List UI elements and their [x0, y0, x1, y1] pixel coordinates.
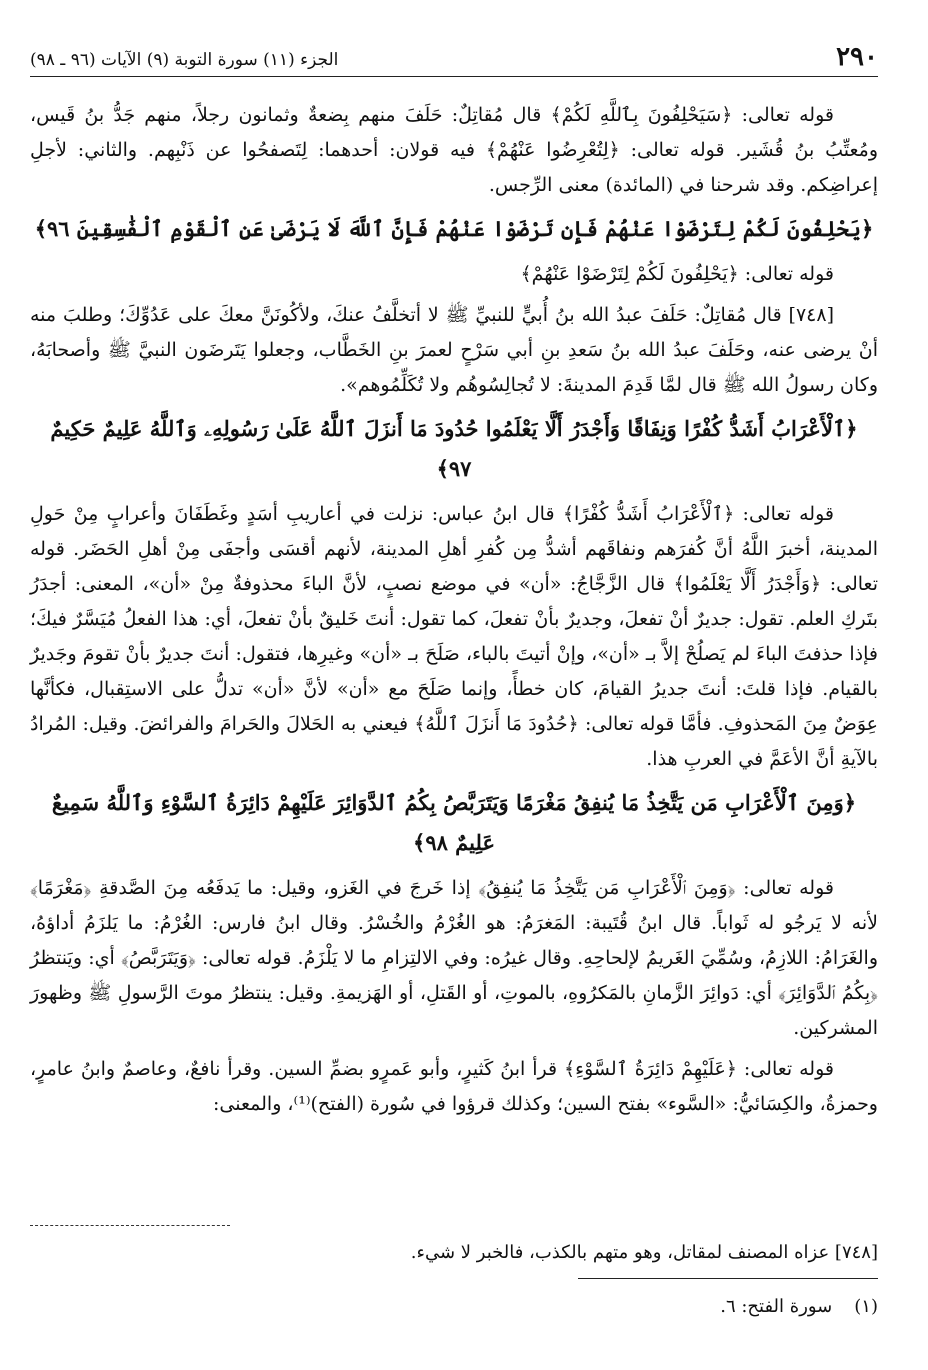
paragraph-narration-748: [٧٤٨] قال مُقاتِلٌ: حَلَفَ عبدُ الله بنُ أُبيٍّ للنبيِّ ﷺ لا أتخلَّفُ عنكَ، ولأكُونَنَّ معكَ على عَدُوِّكَ؛ وطلبَ منه أنْ يرضى عنه، وحَلَفَ عبدُ الله بنُ سَعدِ بنِ أبي سَرْحٍ لعمرَ بنِ الخَطَّاب، وجعلوا يَتَرضَون النبيَّ ﷺ وأصحابَهُ، وكان رسولُ الله ﷺ قال لمَّا قَدِمَ المدينةَ: لا تُجالِسُوهُم ولا تُكَلِّمُوهم».: [30, 304, 878, 396]
footnote: [30, 1292, 878, 1322]
running-head: الجزء (١١) سورة التوبة (٩) الآيات (٩٦ ـ ٩٨): [30, 50, 339, 70]
page-header: [30, 40, 878, 74]
paragraph-4: قوله تعالى: ﴿وَمِنَ ٱلْأَعْرَابِ مَن يَتَّخِذُ مَا يُنفِقُ﴾ إذا خَرجَ في الغَزو، وقيل: ما يَدفَعُه مِنَ الصَّدقةِ ﴿مَغْرَمًا﴾ لأنه لا يَرجُو له ثَواباً. قال ابنُ قُتَيبة: المَغرَمُ: هو الغُرْمُ والخُسْرُ. وقال ابنُ فارس: الغُرْمُ: ما يَلزَمُ أداؤهُ، والغَرَامُ: اللازِمُ، وسُمِّيَ الغَريمُ لإلحاحِهِ. وقال غيرُه: وفي الالتِزامِ ما لا يَلْزَمُ. قوله تعالى: ﴿وَيَتَرَبَّصُ﴾ أي: ويَنتظرُ ﴿بِكُمُ ٱلدَّوَائِرَ﴾ أي: دَوائِرَ الزَّمانِ بالمَكرُوهِ، بالموتِ، أو القَتلِ، أو الهَزيمةِ. وقيل: ينتظرُ موتَ الرَّسولِ ﷺ وظهورَ المشركين.: [30, 877, 878, 1039]
verse-97: ﴿ٱلْأَعْرَابُ أَشَدُّ كُفْرًا وَنِفَاقًا وَأَجْدَرُ أَلَّا يَعْلَمُوا حُدُودَ مَا أَنزَلَ ٱللَّهُ عَلَىٰ رَسُولِهِۦ وَٱللَّهُ عَلِيمٌ حَكِيمٌ ٩٧﴾: [50, 416, 858, 481]
verse-98: ﴿وَمِنَ ٱلْأَعْرَابِ مَن يَتَّخِذُ مَا يُنفِقُ مَغْرَمًا وَيَتَرَبَّصُ بِكُمُ ٱلدَّوَائِرَ عَلَيْهِمْ دَائِرَةُ ٱلسَّوْءِ وَٱللَّهُ سَمِيعٌ عَلِيمٌ ٩٨﴾: [51, 790, 857, 855]
page: [30, 40, 878, 1340]
footnote-text: سورة الفتح: ٦.: [720, 1296, 833, 1317]
header-rule: [30, 76, 878, 77]
verse-96: ﴿يَحْلِفُونَ لَكُمْ لِتَرْضَوْا عَنْهُمْ فَإِن تَرْضَوْا عَنْهُمْ فَإِنَّ ٱللَّهَ لَا يَرْضَىٰ عَنِ ٱلْقَوْمِ ٱلْفَٰسِقِينَ ٩٦﴾: [34, 216, 874, 241]
paragraph-3: قوله تعالى: ﴿ٱلْأَعْرَابُ أَشَدُّ كُفْرًا﴾ قال ابنُ عباس: نزلت في أعاريبِ أسَدٍ وغَطَفَانَ وأعرابٍ مِنْ حَولِ المدينة، أخبرَ اللَّهُ أنَّ كُفرَهم ونفاقَهم أشدُّ مِن كُفرِ أهلِ المدينة، لأنهم أقسَى وأجفَى مِنْ أهلِ الحَضَر. قوله تعالى: ﴿وَأَجْدَرُ أَلَّا يَعْلَمُوا﴾ قال الزَّجَّاجُ: «أن» في موضع نصبٍ، لأنَّ الباءَ محذوفةٌ مِنْ «أن»، المعنى: أجدَرُ بتَركِ العلم. تقول: جديرٌ أنْ تفعلَ، وجديرٌ بأنْ تفعلَ، كما تقول: أنتَ خَليقٌ بأنْ تفعلَ، أي: هذا الفعلُ مُيَسَّرٌ فيكَ؛ فإذا حذفتَ الباءَ لم يَصلُحْ إلاَّ بـ «أن»، وإنْ أتيتَ بالباء، صَلَحَ بـ «أن» وغيرِها، فتقول: أنتَ جديرٌ بأنْ تقومَ وجَديرٌ بالقيام. فإذا قلتَ: أنتَ جديرُ القيامَ، كان خطأً، وإنما صَلَحَ مع «أن» لأنَّ «أن» تدلُّ على الاستِقبال، فكأنَّها عِوَضٌ مِنَ المَحذوفِ. فأمَّا قوله تعالى: ﴿حُدُودَ مَا أَنزَلَ ٱللَّهُ﴾ فيعني به الحَلالَ والحَرامَ والفرائضَ. وقيل: المُرادُ بالآيةِ أنَّ الأعَمَّ في العربِ هذا.: [30, 503, 878, 770]
footnote-rule: [578, 1278, 878, 1279]
main-text: [30, 98, 878, 1128]
note-separator: [30, 1225, 230, 1226]
hadith-note: [٧٤٨] عزاه المصنف لمقاتل، وهو متهم بالكذب، فالخبر لا شيء.: [410, 1242, 878, 1263]
paragraph-2: قوله تعالى: ﴿يَحْلِفُونَ لَكُمْ لِتَرْضَوْا عَنْهُمْ﴾: [520, 263, 834, 285]
paragraph-1: قوله تعالى: ﴿سَيَحْلِفُونَ بِٱللَّهِ لَكُمْ﴾ قال مُقاتِلٌ: حَلَفَ منهم بِضعةٌ وثمانون رجلاً، منهم جَدُّ بنُ قَيس، ومُعتِّبُ بنُ قُشَير. قوله تعالى: ﴿لِتُعْرِضُوا عَنْهُمْ﴾ فيه قولان: أحدهما: لِتَصفحُوا عن ذَنْبِهم. والثاني: لأجلِ إعراضِكم. وقد شرحنا في (المائدة) معنى الرِّجس.: [30, 104, 878, 196]
footnote-number: (١): [854, 1296, 878, 1317]
page-number: ٢٩٠: [836, 42, 878, 72]
paragraph-5: قوله تعالى: ﴿عَلَيْهِمْ دَائِرَةُ ٱلسَّوْءِ﴾ قرأ ابنُ كَثيرٍ، وأبو عَمرٍو بضمِّ السين. وقرأ نافعٌ، وعاصمٌ وابنُ عامرٍ، وحمزةُ، والكِسَائيُّ: «السَّوء» بفتح السين؛ وكذلك قرؤوا في سُورة (الفتح)⁽¹⁾، والمعنى:: [30, 1058, 878, 1115]
